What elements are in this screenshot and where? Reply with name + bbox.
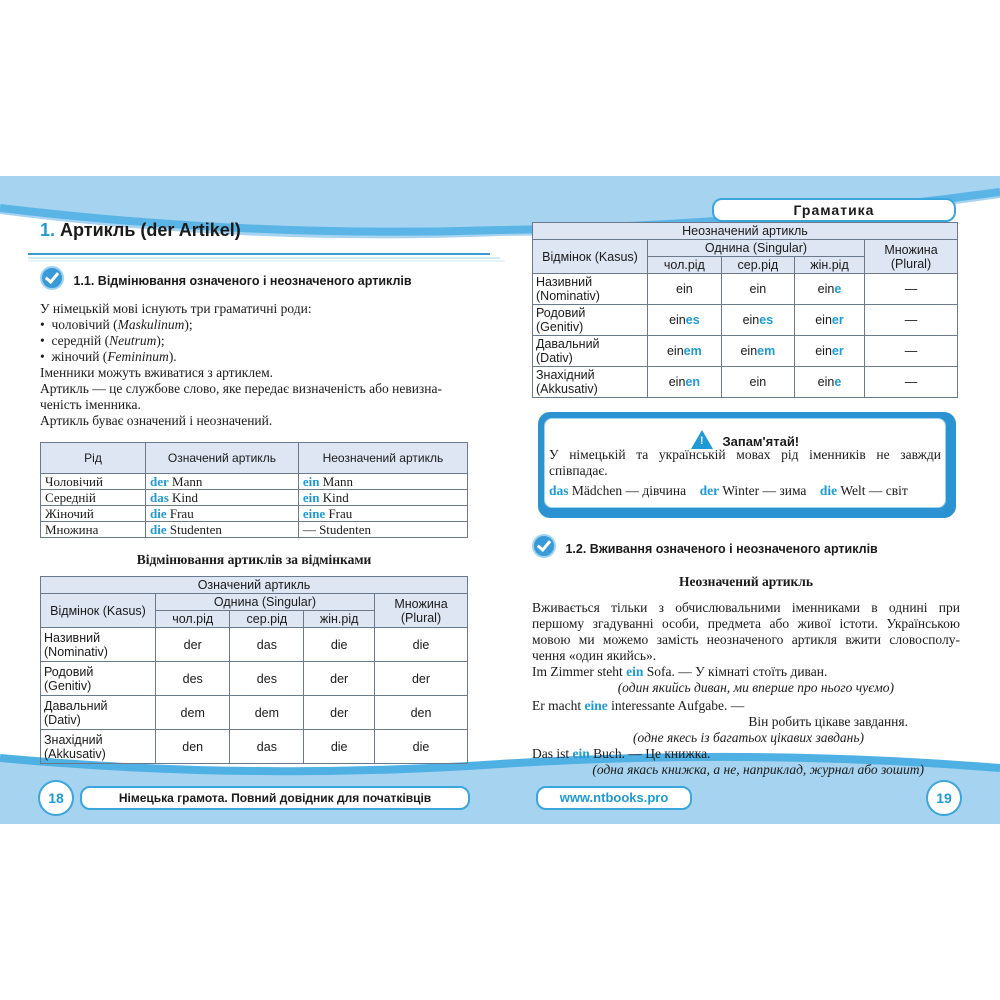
table-row: Знахідний (Akkusativ) einen ein eine — (533, 367, 958, 398)
table-row: Середній das Kind ein Kind (41, 490, 468, 506)
table-row: Множина die Studenten — Studenten (41, 522, 468, 538)
table-row: Називний (Nominativ) ein ein eine — (533, 274, 958, 305)
section-title: Артикль (der Artikel) (60, 220, 241, 240)
website-link[interactable]: www.ntbooks.pro (536, 786, 692, 810)
table-header: Рід (41, 443, 146, 474)
table-subheader: жін.рід (794, 257, 864, 274)
subsection-2-title: 1.2. Вживання означеного і неозначеного артиклів (565, 542, 878, 556)
intro-text (40, 301, 480, 429)
indefinite-article-table (532, 222, 958, 398)
subsection-1 (40, 266, 412, 293)
section-number: 1. (40, 220, 56, 240)
paragraph: Артикль буває означений і неозначений. (40, 413, 273, 428)
gender-item: • жіночий (Femininum). (40, 349, 177, 364)
section-heading (40, 220, 241, 241)
table-row: Давальний (Dativ) einem einem einer — (533, 336, 958, 367)
book-title-footer: Німецька грамота. Повний довідник для початківців (80, 786, 470, 810)
table-header: Відмінок (Kasus) (533, 240, 648, 274)
table-header: Однина (Singular) (156, 594, 375, 611)
table-row: Родовий (Genitiv) eines eines einer — (533, 305, 958, 336)
paragraph: ченість іменника. (40, 397, 141, 412)
table-subheader: сер.рід (721, 257, 794, 274)
table-subheader: сер.рід (230, 611, 304, 628)
table-header: Неозначений артикль (298, 443, 467, 474)
intro-line: У німецькій мові існують три граматичні роди: (40, 301, 312, 316)
table-row: Знахідний (Akkusativ) den das die die (41, 730, 468, 764)
table-title: Неозначений артикль (533, 223, 958, 240)
gender-item: • чоловічий (Maskulinum); (40, 317, 193, 332)
note-examples: das Mädchen — дівчина der Winter — зима die Welt — світ (549, 483, 908, 498)
subsection-2 (532, 534, 878, 561)
table-header: Множина (Plural) (865, 240, 958, 274)
table-subheader: жін.рід (304, 611, 375, 628)
table-row: Жіночий die Frau eine Frau (41, 506, 468, 522)
example-2: Er macht eine interessante Aufgabe. — Він робить цікаве завдання. (одне якесь із багатьох цікавих завдань) (532, 698, 908, 745)
gender-item: • середній (Neutrum); (40, 333, 165, 348)
example-1: Im Zimmer steht ein Sofa. — У кімнаті стоїть диван. (один якийсь диван, ми вперше про нього чуємо) (532, 664, 894, 695)
table-subheader: чол.рід (156, 611, 230, 628)
usage-paragraph: Вживається тільки з обчислювальними іменниками в однині при першому згадуванні особи, предмета або живої істоти. Українською мовою ми можемо замість неозначеного артикля вжити словосполу- чення «один якийсь». (532, 600, 960, 663)
subsection-1-title: 1.1. Відмінювання означеного і неозначеного артиклів (73, 274, 412, 288)
indef-heading: Неозначений артикль (679, 574, 813, 589)
table-row: Чоловічий der Mann ein Mann (41, 474, 468, 490)
checkmark-icon (532, 534, 556, 558)
table-title: Означений артикль (41, 577, 468, 594)
table-row: Родовий (Genitiv) des des der der (41, 662, 468, 696)
table-row: Називний (Nominativ) der das die die (41, 628, 468, 662)
note-title: Запам'ятай! (722, 434, 800, 449)
definite-article-table (40, 576, 468, 764)
table-header: Множина (Plural) (375, 594, 468, 628)
warning-icon: ! (691, 430, 713, 449)
book-spread (0, 176, 1000, 824)
table-row: Давальний (Dativ) dem dem der den (41, 696, 468, 730)
checkmark-icon (40, 266, 64, 290)
gender-table (40, 442, 468, 538)
table-header: Однина (Singular) (648, 240, 865, 257)
table-header: Відмінок (Kasus) (41, 594, 156, 628)
paragraph: Артикль — це службове слово, яке передає визначеність або невизна- (40, 381, 442, 396)
page-number-left: 18 (38, 780, 74, 816)
note-box (538, 412, 956, 518)
table-header: Означений артикль (146, 443, 299, 474)
section-banner: Граматика (712, 198, 956, 222)
note-header (545, 427, 945, 449)
declension-title: Відмінювання артиклів за відмінками (136, 552, 372, 567)
note-inner (544, 418, 946, 508)
note-text: У німецькій та українській мовах рід іменників не завжди співпадає. (549, 447, 941, 478)
paragraph: Іменники можуть вживатися з артиклем. (40, 365, 274, 380)
page-number-right: 19 (926, 780, 962, 816)
table-subheader: чол.рід (648, 257, 722, 274)
example-3: Das ist ein Buch. — Це книжка. (одна якась книжка, а не, наприклад, журнал або зошит) (532, 746, 924, 777)
